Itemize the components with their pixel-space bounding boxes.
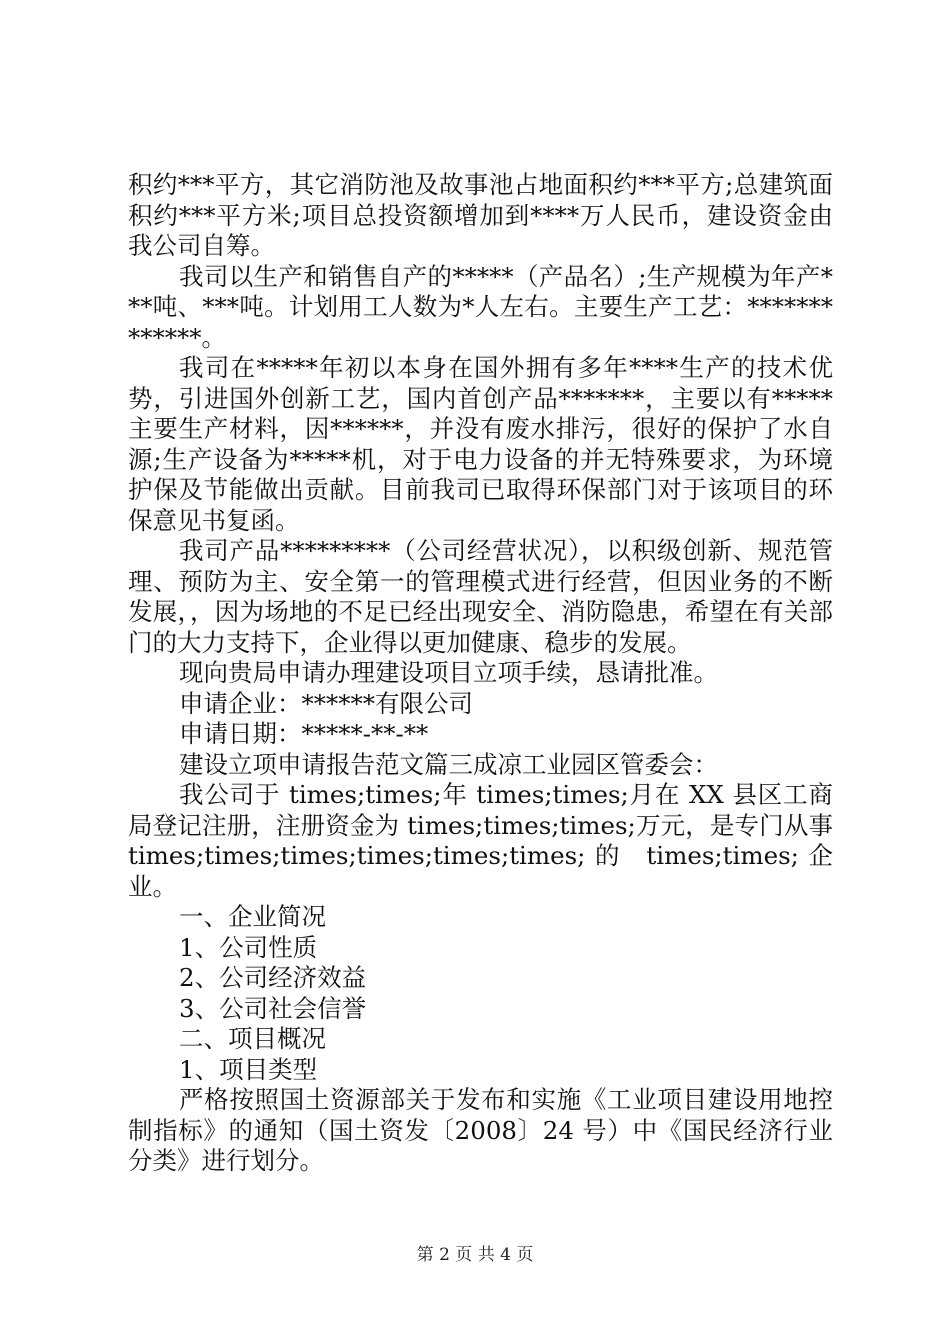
section-heading: 一、企业简况 <box>179 902 326 931</box>
list-item: 1、公司性质 <box>179 932 318 962</box>
paragraph: 我司产品*********（公司经营状况），以积级创新、规范管理、预防为主、安全第一的管理模式进行经营，但因业务的不断发展，，因为场地的不足已经出现安全、消防隐患，希望在有关部门的大力支持下，企业得以更加健康、稳步的发展。 <box>128 536 833 657</box>
list-item: 1、项目类型 <box>179 1054 318 1084</box>
list-item: 2、公司经济效益 <box>179 963 367 992</box>
paragraph: 积约***平方，其它消防池及故事池占地面积约***平方;总建筑面积约***平方米;项目总投资额增加到****万人民币，建设资金由我公司自筹。 <box>128 170 833 260</box>
paragraph: 我司以生产和销售自产的*****（产品名）;生产规模为年产***吨、***吨。计划用工人数为*人左右。主要生产工艺：*************。 <box>128 261 833 352</box>
paragraph: 我司在*****年初以本身在国外拥有多年****生产的技术优势，引进国外创新工艺，国内首创产品*******，主要以有*****主要生产材料，因******，并没有废水排污，很好的保护了水自源;生产设备为*****机，对于电力设备的并无特殊要求，为环境护保及节能做出贡献。目前我司已取得环保部门对于该项目的环保意见书复函。 <box>128 353 833 535</box>
section-heading: 二、项目概况 <box>179 1024 326 1053</box>
applicant-line: 申请企业：******有限公司 <box>179 688 473 718</box>
section-heading: 建设立项申请报告范文篇三成凉工业园区管委会： <box>179 749 718 779</box>
application-date-line: 申请日期：*****-**-** <box>179 719 429 748</box>
document-body <box>128 170 833 1177</box>
paragraph: 我公司于 times;times;年 times;times;月在 XX 县区工商局登记注册，注册资金为 times;times;times;万元，是专门从事 times;times;times;times;times;times;的 times;times;企业。 <box>128 780 833 901</box>
page-number-footer: 第 2 页 共 4 页 <box>416 1245 534 1265</box>
list-item: 3、公司社会信誉 <box>179 993 367 1023</box>
paragraph: 严格按照国土资源部关于发布和实施《工业项目建设用地控制指标》的通知（国土资发〔2008〕24 号）中《国民经济行业分类》进行划分。 <box>128 1085 833 1175</box>
paragraph: 现向贵局申请办理建设项目立项手续，恳请批准。 <box>179 658 718 687</box>
